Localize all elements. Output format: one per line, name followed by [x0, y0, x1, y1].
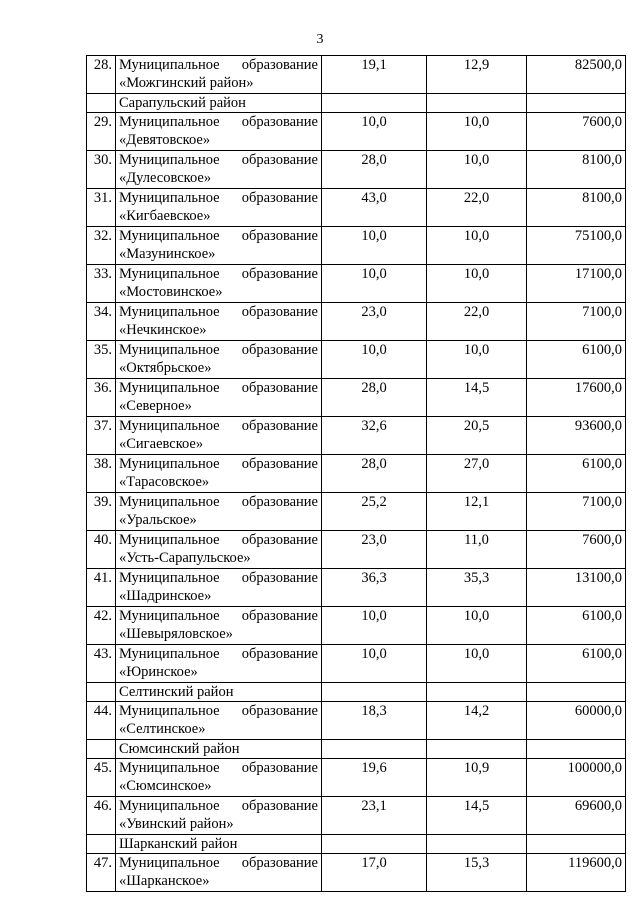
municipality-type: Муниципальное образование [119, 418, 318, 434]
district-name: Сарапульский район [116, 94, 322, 113]
value-c: 6100,0 [527, 341, 626, 379]
table-row [87, 759, 626, 797]
municipality-type: Муниципальное образование [119, 532, 318, 548]
page-number: 3 [316, 32, 324, 47]
value-b: 10,0 [427, 341, 527, 379]
municipality-name [116, 854, 322, 892]
municipality-name [116, 645, 322, 683]
municipality-title: «Дулесовское» [119, 169, 212, 186]
municipality-title: «Нечкинское» [119, 321, 207, 338]
row-number-cell [87, 94, 116, 113]
row-number: 37. [87, 417, 116, 455]
municipality-type: Муниципальное образование [119, 266, 318, 282]
municipality-title: «Северное» [119, 397, 192, 414]
district-name: Шарканский район [116, 835, 322, 854]
value-c: 69600,0 [527, 797, 626, 835]
table-row [87, 56, 626, 94]
municipality-title: «Девятовское» [119, 131, 211, 148]
municipality-name [116, 303, 322, 341]
value-a: 10,0 [322, 113, 427, 151]
value-a: 23,1 [322, 797, 427, 835]
table-row [87, 702, 626, 740]
value-c: 7600,0 [527, 531, 626, 569]
municipality-title: «Мостовинское» [119, 283, 223, 300]
value-c: 8100,0 [527, 151, 626, 189]
municipality-type: Муниципальное образование [119, 342, 318, 358]
municipality-name [116, 797, 322, 835]
row-number: 28. [87, 56, 116, 94]
value-a: 10,0 [322, 227, 427, 265]
row-number: 31. [87, 189, 116, 227]
municipality-name [116, 341, 322, 379]
value-cell [427, 683, 527, 702]
municipality-title: «Уральское» [119, 511, 197, 528]
table-row [87, 303, 626, 341]
municipality-title: «Шадринское» [119, 587, 212, 604]
value-cell [322, 683, 427, 702]
table-body [87, 56, 626, 892]
value-a: 10,0 [322, 607, 427, 645]
table-row [87, 569, 626, 607]
value-cell [322, 94, 427, 113]
value-b: 12,9 [427, 56, 527, 94]
value-c: 119600,0 [527, 854, 626, 892]
row-number: 41. [87, 569, 116, 607]
value-b: 10,9 [427, 759, 527, 797]
municipality-title: «Октябрьское» [119, 359, 212, 376]
value-a: 10,0 [322, 645, 427, 683]
value-a: 19,6 [322, 759, 427, 797]
value-a: 28,0 [322, 455, 427, 493]
value-b: 11,0 [427, 531, 527, 569]
district-section-row [87, 683, 626, 702]
row-number: 42. [87, 607, 116, 645]
value-a: 19,1 [322, 56, 427, 94]
value-b: 10,0 [427, 645, 527, 683]
value-c: 6100,0 [527, 607, 626, 645]
value-c: 17100,0 [527, 265, 626, 303]
value-c: 7100,0 [527, 493, 626, 531]
row-number-cell [87, 835, 116, 854]
value-a: 32,6 [322, 417, 427, 455]
municipality-type: Муниципальное образование [119, 760, 318, 776]
value-c: 93600,0 [527, 417, 626, 455]
municipality-name [116, 569, 322, 607]
row-number: 47. [87, 854, 116, 892]
value-a: 10,0 [322, 341, 427, 379]
municipality-name [116, 379, 322, 417]
value-a: 28,0 [322, 151, 427, 189]
table-row [87, 379, 626, 417]
municipality-type: Муниципальное образование [119, 456, 318, 472]
value-c: 6100,0 [527, 455, 626, 493]
row-number: 35. [87, 341, 116, 379]
value-b: 10,0 [427, 227, 527, 265]
value-cell [527, 94, 626, 113]
value-a: 43,0 [322, 189, 427, 227]
row-number: 46. [87, 797, 116, 835]
municipality-title: «Мазунинское» [119, 245, 216, 262]
row-number-cell [87, 683, 116, 702]
value-b: 22,0 [427, 303, 527, 341]
municipality-name [116, 759, 322, 797]
table-row [87, 607, 626, 645]
municipality-type: Муниципальное образование [119, 798, 318, 814]
district-name: Селтинский район [116, 683, 322, 702]
value-cell [427, 94, 527, 113]
value-c: 100000,0 [527, 759, 626, 797]
municipality-type: Муниципальное образование [119, 494, 318, 510]
value-b: 14,5 [427, 379, 527, 417]
table-row [87, 151, 626, 189]
value-c: 7100,0 [527, 303, 626, 341]
value-a: 23,0 [322, 531, 427, 569]
municipality-name [116, 607, 322, 645]
value-c: 6100,0 [527, 645, 626, 683]
value-b: 14,2 [427, 702, 527, 740]
municipality-type: Муниципальное образование [119, 646, 318, 662]
municipality-name [116, 417, 322, 455]
municipality-title: «Тарасовское» [119, 473, 210, 490]
row-number: 29. [87, 113, 116, 151]
value-c: 82500,0 [527, 56, 626, 94]
municipality-title: «Шарканское» [119, 872, 210, 889]
value-b: 10,0 [427, 113, 527, 151]
district-section-row [87, 835, 626, 854]
table-row [87, 854, 626, 892]
row-number: 34. [87, 303, 116, 341]
allocation-table [86, 55, 626, 892]
table-row [87, 645, 626, 683]
value-c: 75100,0 [527, 227, 626, 265]
municipality-type: Муниципальное образование [119, 855, 318, 871]
row-number: 33. [87, 265, 116, 303]
value-c: 8100,0 [527, 189, 626, 227]
value-c: 60000,0 [527, 702, 626, 740]
value-b: 10,0 [427, 265, 527, 303]
row-number-cell [87, 740, 116, 759]
district-name: Сюмсинский район [116, 740, 322, 759]
municipality-type: Муниципальное образование [119, 190, 318, 206]
value-b: 15,3 [427, 854, 527, 892]
municipality-name [116, 227, 322, 265]
row-number: 44. [87, 702, 116, 740]
value-b: 14,5 [427, 797, 527, 835]
table-row [87, 227, 626, 265]
value-cell [527, 740, 626, 759]
value-a: 17,0 [322, 854, 427, 892]
municipality-type: Муниципальное образование [119, 608, 318, 624]
municipality-type: Муниципальное образование [119, 228, 318, 244]
value-b: 12,1 [427, 493, 527, 531]
value-cell [322, 835, 427, 854]
municipality-title: «Сюмсинское» [119, 777, 212, 794]
value-a: 25,2 [322, 493, 427, 531]
row-number: 36. [87, 379, 116, 417]
table-row [87, 417, 626, 455]
table-row [87, 797, 626, 835]
value-b: 27,0 [427, 455, 527, 493]
district-section-row [87, 94, 626, 113]
district-section-row [87, 740, 626, 759]
municipality-type: Муниципальное образование [119, 570, 318, 586]
value-cell [427, 835, 527, 854]
municipality-name [116, 151, 322, 189]
value-b: 20,5 [427, 417, 527, 455]
municipality-type: Муниципальное образование [119, 304, 318, 320]
municipality-title: «Юринское» [119, 663, 198, 680]
municipality-name [116, 493, 322, 531]
value-b: 35,3 [427, 569, 527, 607]
municipality-title: «Селтинское» [119, 720, 206, 737]
municipality-title: «Можгинский район» [119, 74, 254, 91]
municipality-type: Муниципальное образование [119, 380, 318, 396]
value-cell [427, 740, 527, 759]
municipality-title: «Увинский район» [119, 815, 234, 832]
value-a: 10,0 [322, 265, 427, 303]
value-b: 22,0 [427, 189, 527, 227]
table-row [87, 113, 626, 151]
value-c: 17600,0 [527, 379, 626, 417]
municipality-type: Муниципальное образование [119, 703, 318, 719]
table-row [87, 189, 626, 227]
municipality-name [116, 56, 322, 94]
row-number: 40. [87, 531, 116, 569]
municipality-type: Муниципальное образование [119, 152, 318, 168]
table-row [87, 455, 626, 493]
municipality-name [116, 265, 322, 303]
municipality-name [116, 531, 322, 569]
value-c: 7600,0 [527, 113, 626, 151]
value-cell [527, 835, 626, 854]
value-b: 10,0 [427, 151, 527, 189]
municipality-title: «Кигбаевское» [119, 207, 211, 224]
value-c: 13100,0 [527, 569, 626, 607]
table-row [87, 341, 626, 379]
row-number: 43. [87, 645, 116, 683]
value-a: 23,0 [322, 303, 427, 341]
row-number: 32. [87, 227, 116, 265]
municipality-name [116, 455, 322, 493]
municipality-name [116, 189, 322, 227]
row-number: 30. [87, 151, 116, 189]
municipality-title: «Шевыряловское» [119, 625, 233, 642]
municipality-type: Муниципальное образование [119, 57, 318, 73]
municipality-title: «Сигаевское» [119, 435, 204, 452]
municipality-type: Муниципальное образование [119, 114, 318, 130]
value-cell [527, 683, 626, 702]
table-row [87, 493, 626, 531]
value-b: 10,0 [427, 607, 527, 645]
municipality-name [116, 702, 322, 740]
table-row [87, 265, 626, 303]
municipality-title: «Усть-Сарапульское» [119, 549, 251, 566]
value-cell [322, 740, 427, 759]
value-a: 18,3 [322, 702, 427, 740]
municipality-name [116, 113, 322, 151]
row-number: 39. [87, 493, 116, 531]
row-number: 38. [87, 455, 116, 493]
table-row [87, 531, 626, 569]
value-a: 36,3 [322, 569, 427, 607]
row-number: 45. [87, 759, 116, 797]
value-a: 28,0 [322, 379, 427, 417]
